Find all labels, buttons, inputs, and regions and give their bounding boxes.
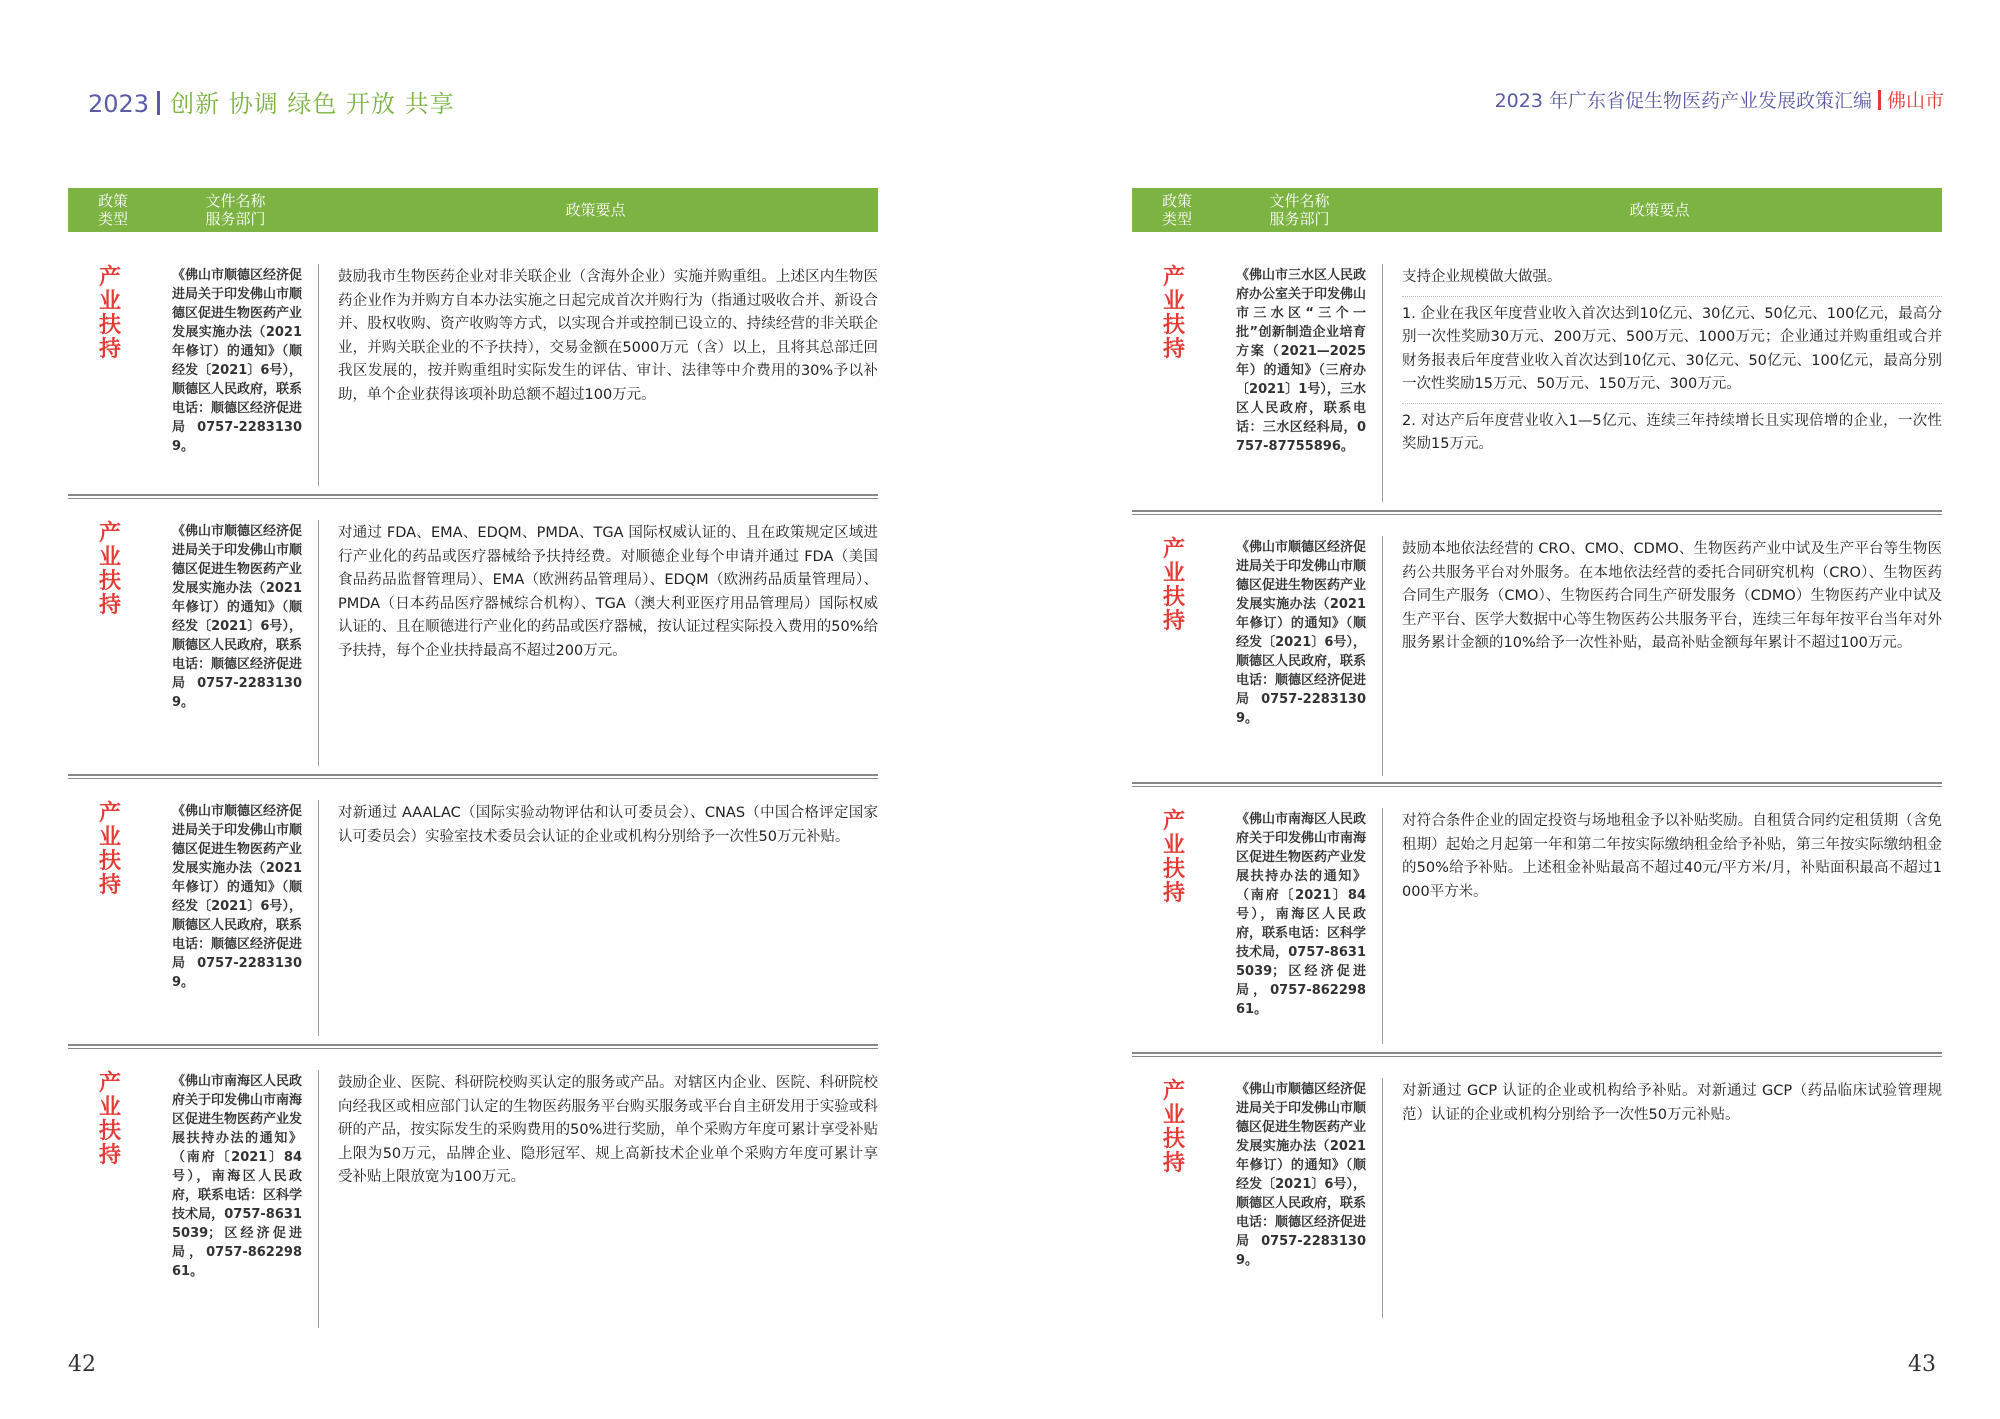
policy-category: 产业扶持	[1162, 809, 1185, 906]
policy-text: 鼓励企业、医院、科研院校购买认定的服务或产品。对辖区内企业、医院、科研院校向经我区或相应部门认定的生物医药服务平台购买服务或平台自主研发用于实验或科研的产品，按实际发生的采购费用的50%进行奖励，单个采购方年度可累计享受补贴上限为50万元，品牌企业、隐形冠军、规上高新技术企业单个采购方年度可累计享受补贴上限放宽为100万元。	[338, 1075, 878, 1185]
row-divider	[68, 494, 878, 499]
column-divider	[1382, 536, 1383, 776]
row-divider	[68, 1044, 878, 1049]
page-number: 42	[68, 1352, 96, 1377]
policy-text: 鼓励我市生物医药企业对非关联企业（含海外企业）实施并购重组。上述区内生物医药企业作为并购方自本办法实施之日起完成首次并购行为（指通过吸收合并、新设合并、股权收购、资产收购等方式，以实现合并或控制已设立的、持续经营的非关联企业，并购关联企业的不予扶持），交易金额在5000万元（含）以上，且将其总部迁回我区发展的，按并购重组时实际发生的评估、审计、法律等中介费用的30%予以补助，单个企业获得该项补助总额不超过100万元。	[338, 269, 878, 403]
document-name: 《佛山市顺德区经济促进局关于印发佛山市顺德区促进生物医药产业发展实施办法（2021年修订）的通知》（顺经发〔2021〕6号），顺德区人民政府，联系电话：顺德区经济促进局0757-22831309。	[172, 524, 303, 710]
table-row	[1132, 246, 1942, 510]
policy-text: 鼓励本地依法经营的 CRO、CMO、CDMO、生物医药产业中试及生产平台等生物医药公共服务平台对外服务。在本地依法经营的委托合同研究机构（CRO）、生物医药合同生产服务（CMO）、生物医药合同生产研发服务（CDMO）生物医药产业中试及生产平台、医学大数据中心等生物医药公共服务平台，连续三年每年按平台当年对外服务累计金额的10%给予一次性补贴，最高补贴金额每年累计不超过100万元。	[1402, 541, 1942, 651]
right-page	[1000, 0, 2000, 1419]
column-divider	[318, 1070, 319, 1328]
policy-text: 对新通过 AAALAC（国际实验动物评估和认可委员会）、CNAS（中国合格评定国家认可委员会）实验室技术委员会认证的企业或机构分别给予一次性50万元补贴。	[338, 805, 878, 845]
col-policy-type: 政策 类型	[97, 192, 128, 228]
table-header	[1132, 188, 1942, 232]
row-divider	[1132, 782, 1942, 787]
document-name: 《佛山市三水区人民政府办公室关于印发佛山市三水区“三个一批”创新制造企业培育方案（2021—2025年）的通知》（三府办〔2021〕1号），三水区人民政府，联系电话：三水区经科局，0757-87755896。	[1236, 268, 1367, 454]
policy-category: 产业扶持	[98, 1071, 121, 1168]
table-row	[1132, 1060, 1942, 1330]
policy-text: 对通过 FDA、EMA、EDQM、PMDA、TGA 国际权威认证的、且在政策规定区域进行产业化的药品或医疗器械给予扶持经费。对顺德企业每个申请并通过 FDA（美国食品药品监督管理局）、EMA（欧洲药品管理局）、EDQM（欧洲药品质量管理局）、PMDA（日本药品医疗器械综合机构）、TGA（澳大利亚医疗用品管理局）国际权威认证的、且在顺德进行产业化的药品或医疗器械，按认证过程实际投入费用的50%给予扶持，每个企业扶持最高不超过200万元。	[338, 525, 878, 659]
row-divider	[68, 774, 878, 779]
column-divider	[318, 264, 319, 486]
column-divider	[1382, 264, 1383, 502]
policy-category: 产业扶持	[1162, 265, 1185, 362]
policy-category: 产业扶持	[1162, 537, 1185, 634]
col-policy-points: 政策要点	[565, 201, 626, 219]
row-divider	[1132, 1052, 1942, 1057]
column-divider	[1382, 808, 1383, 1044]
header-title: 2023 年广东省促生物医药产业发展政策汇编	[1494, 90, 1872, 112]
page-number: 43	[1908, 1352, 1936, 1377]
left-running-header	[88, 84, 455, 119]
table-row	[68, 782, 878, 1044]
col-policy-type: 政策 类型	[1161, 192, 1192, 228]
column-divider	[318, 520, 319, 766]
policy-category: 产业扶持	[98, 265, 121, 362]
document-name: 《佛山市顺德区经济促进局关于印发佛山市顺德区促进生物医药产业发展实施办法（2021年修订）的通知》（顺经发〔2021〕6号），顺德区人民政府，联系电话：顺德区经济促进局0757-22831309。	[1236, 540, 1367, 726]
document-name: 《佛山市顺德区经济促进局关于印发佛山市顺德区促进生物医药产业发展实施办法（2021年修订）的通知》（顺经发〔2021〕6号），顺德区人民政府，联系电话：顺德区经济促进局0757-22831309。	[172, 268, 303, 454]
table-row	[1132, 518, 1942, 782]
col-policy-points: 政策要点	[1629, 201, 1690, 219]
header-year: 2023	[88, 90, 150, 118]
header-divider	[157, 91, 160, 115]
policy-text: 对新通过 GCP 认证的企业或机构给予补贴。对新通过 GCP（药品临床试验管理规范）认证的企业或机构分别给予一次性50万元补贴。	[1402, 1083, 1942, 1123]
column-divider	[1382, 1078, 1383, 1318]
col-document: 文件名称 服务部门	[205, 192, 266, 228]
policy-text: 对符合条件企业的固定投资与场地租金予以补贴奖励。自租赁合同约定租赁期（含免租期）起始之月起第一年和第二年按实际缴纳租金给予补贴，第三年按实际缴纳租金的50%给予补贴。上述租金补贴最高不超过40元/平方米/月，补贴面积最高不超过1000平方米。	[1402, 813, 1942, 900]
document-name: 《佛山市顺德区经济促进局关于印发佛山市顺德区促进生物医药产业发展实施办法（2021年修订）的通知》（顺经发〔2021〕6号），顺德区人民政府，联系电话：顺德区经济促进局0757-22831309。	[1236, 1082, 1367, 1268]
table-row	[68, 502, 878, 774]
document-name: 《佛山市南海区人民政府关于印发佛山市南海区促进生物医药产业发展扶持办法的通知》（南府〔2021〕84号），南海区人民政府，联系电话：区科学技术局，0757-86315039；区经济促进局，0757-86229861。	[172, 1074, 303, 1279]
header-city: 佛山市	[1886, 90, 1944, 112]
policy-category: 产业扶持	[98, 801, 121, 898]
document-name: 《佛山市南海区人民政府关于印发佛山市南海区促进生物医药产业发展扶持办法的通知》（南府〔2021〕84号），南海区人民政府，联系电话：区科学技术局，0757-86315039；区经济促进局，0757-86229861。	[1236, 812, 1367, 1017]
header-divider	[1878, 90, 1881, 110]
row-divider	[1132, 510, 1942, 515]
table-row	[68, 1052, 878, 1332]
header-slogan: 创新 协调 绿色 开放 共享	[170, 90, 455, 118]
col-document: 文件名称 服务部门	[1269, 192, 1330, 228]
column-divider	[318, 800, 319, 1036]
policy-category: 产业扶持	[1162, 1079, 1185, 1176]
table-row	[68, 246, 878, 494]
policy-category: 产业扶持	[98, 521, 121, 618]
table-header	[68, 188, 878, 232]
table-row	[1132, 790, 1942, 1052]
document-name: 《佛山市顺德区经济促进局关于印发佛山市顺德区促进生物医药产业发展实施办法（2021年修订）的通知》（顺经发〔2021〕6号），顺德区人民政府，联系电话：顺德区经济促进局0757-22831309。	[172, 804, 303, 990]
right-running-header	[1495, 86, 1944, 113]
policy-text: 支持企业规模做大做强。 1. 企业在我区年度营业收入首次达到10亿元、30亿元、50亿元、100亿元，最高分别一次性奖励30万元、200万元、500万元、1000万元；企业通过并购重组或合并财务报表后年度营业收入首次达到10亿元、30亿元、50亿元、100亿元，最高分别一次性奖励15万元、50万元、150万元、300万元。 2. 对达产后年度营业收入1—5亿元、连续三年持续增长且实现倍增的企业，一次性奖励15万元。	[1402, 266, 1942, 457]
